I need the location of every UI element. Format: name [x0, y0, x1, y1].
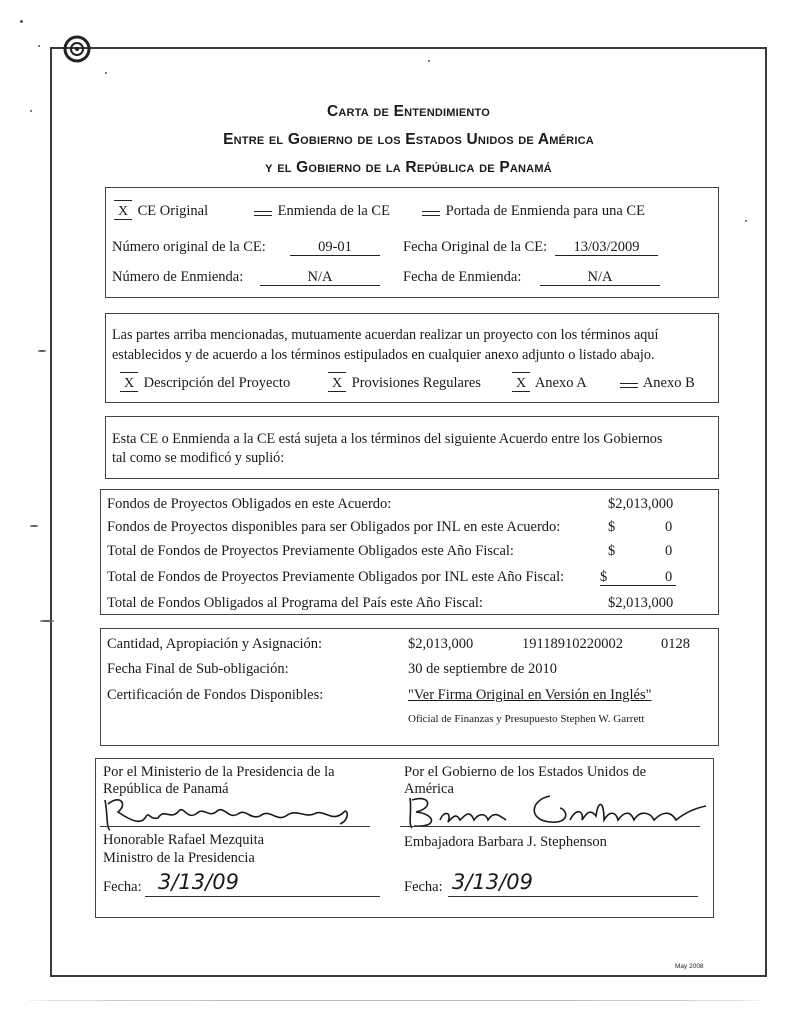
left-signer-title: Ministro de la Presidencia [103, 850, 255, 866]
funds-row-amount: $2,013,000 [608, 496, 674, 512]
right-date-value: 3/13/09 [452, 870, 533, 894]
cantidad-label: Cantidad, Apropiación y Asignación: [107, 636, 323, 652]
scan-speck [105, 72, 107, 74]
provisiones-label: Provisiones Regulares [351, 375, 481, 391]
descripcion-option [118, 376, 290, 391]
fecha-original-value: 13/03/2009 [555, 240, 658, 256]
fecha-enmienda-label: Fecha de Enmienda: [403, 269, 522, 285]
right-heading-line1: Por el Gobierno de los Estados Unidos de [404, 764, 647, 780]
funds-row-amount: 0 [665, 519, 673, 535]
fecha-original-field [555, 240, 658, 256]
funds-row-label: Total de Fondos de Proyectos Previamente Obligados este Año Fiscal: [107, 543, 514, 559]
left-signature-line [100, 826, 370, 827]
scan-speck [20, 20, 23, 23]
numero-enmienda-field [260, 270, 380, 286]
anexo-a-checkbox: X [510, 376, 532, 391]
portada-option [420, 204, 645, 219]
anexo-a-label: Anexo A [534, 375, 587, 391]
fecha-final-value: 30 de septiembre de 2010 [408, 661, 557, 677]
ce-original-checkbox: X [112, 204, 134, 219]
document-title-line3: y el Gobierno de la República de Panamá [265, 159, 552, 176]
oficial-value: Oficial de Finanzas y Presupuesto Stephen W. Garrett [408, 713, 645, 725]
numero-original-value: 09-01 [290, 240, 380, 256]
scan-edge [25, 1000, 765, 1001]
seal-stamp [62, 34, 92, 64]
funds-row-amount-field [600, 570, 676, 586]
portada-label: Portada de Enmienda para una CE [445, 203, 645, 219]
funds-row-label: Total de Fondos Obligados al Programa del País este Año Fiscal: [107, 595, 483, 611]
funds-row-currency: $ [600, 569, 608, 585]
left-heading-line2: República de Panamá [103, 781, 229, 797]
left-signature [100, 790, 360, 835]
cantidad-amount: $2,013,000 [408, 636, 474, 652]
right-date-label: Fecha: [404, 879, 443, 895]
cantidad-code1: 19118910220002 [522, 636, 623, 652]
document-title-line1: Carta de Entendimiento [326, 103, 491, 120]
funds-row-currency: $ [608, 519, 616, 535]
cantidad-code2: 0128 [661, 636, 690, 652]
right-signature-line [400, 826, 700, 827]
descripcion-label: Descripción del Proyecto [143, 375, 291, 391]
anexo-a-option [510, 376, 587, 391]
right-date-line [448, 896, 698, 897]
funds-row-label: Total de Fondos de Proyectos Previamente Obligados por INL este Año Fiscal: [107, 569, 565, 585]
numero-enmienda-value: N/A [260, 270, 380, 286]
provisiones-checkbox: X [326, 376, 348, 391]
funds-row-label: Fondos de Proyectos disponibles para ser Obligados por INL en este Acuerdo: [107, 519, 561, 535]
anexo-b-option [618, 376, 695, 391]
scan-speck [428, 60, 430, 62]
left-signer-name: Honorable Rafael Mezquita [103, 832, 265, 848]
funds-row-amount: 0 [665, 569, 673, 585]
numero-original-label: Número original de la CE: [112, 239, 266, 255]
scan-speck [38, 350, 46, 352]
left-date-value: 3/13/09 [158, 870, 239, 894]
funds-row-currency: $ [608, 543, 616, 559]
right-signature [400, 790, 710, 835]
left-heading-line1: Por el Ministerio de la Presidencia de la [103, 764, 335, 780]
funds-row-label: Fondos de Proyectos Obligados en este Acuerdo: [107, 496, 392, 512]
scan-speck [38, 45, 40, 47]
fecha-enmienda-value: N/A [540, 270, 660, 286]
scan-speck [30, 525, 38, 527]
agreement-text-line1: Esta CE o Enmienda a la CE está sujeta a los términos del siguiente Acuerdo entre los Gobiernos [112, 431, 663, 447]
scan-speck [745, 220, 747, 222]
terms-text-line1: Las partes arriba mencionadas, mutuamente acuerdan realizar un proyecto con los términos aquí [112, 327, 659, 343]
numero-enmienda-label: Número de Enmienda: [112, 269, 244, 285]
fecha-enmienda-field [540, 270, 660, 286]
funds-row-amount: $2,013,000 [608, 595, 674, 611]
enmienda-label: Enmienda de la CE [277, 203, 390, 219]
provisiones-option [326, 376, 481, 391]
left-date-line [145, 896, 380, 897]
scan-speck [30, 110, 32, 112]
footer-code: May 2008 [675, 963, 704, 970]
right-heading-line2: América [404, 781, 454, 797]
enmienda-option [252, 204, 390, 219]
agreement-box [105, 416, 719, 479]
descripcion-checkbox: X [118, 376, 140, 391]
right-signer-name: Embajadora Barbara J. Stephenson [404, 834, 607, 850]
certificacion-label: Certificación de Fondos Disponibles: [107, 687, 324, 703]
certificacion-value: "Ver Firma Original en Versión en Inglés" [408, 687, 652, 703]
numero-original-field [290, 240, 380, 256]
left-date-label: Fecha: [103, 879, 142, 895]
terms-text-line2: establecidos y de acuerdo a los términos estipulados en cualquier anexo adjunto o listado abajo. [112, 347, 655, 363]
funds-row-amount: 0 [665, 543, 673, 559]
ce-original-label: CE Original [137, 203, 209, 219]
agreement-text-line2: tal como se modificó y suplió: [112, 450, 285, 466]
ce-original-option [112, 204, 208, 219]
anexo-b-label: Anexo B [642, 375, 695, 391]
fecha-final-label: Fecha Final de Sub-obligación: [107, 661, 289, 677]
fecha-original-label: Fecha Original de la CE: [403, 239, 548, 255]
scan-speck [40, 620, 54, 622]
document-title-line2: Entre el Gobierno de los Estados Unidos de América [223, 131, 594, 148]
